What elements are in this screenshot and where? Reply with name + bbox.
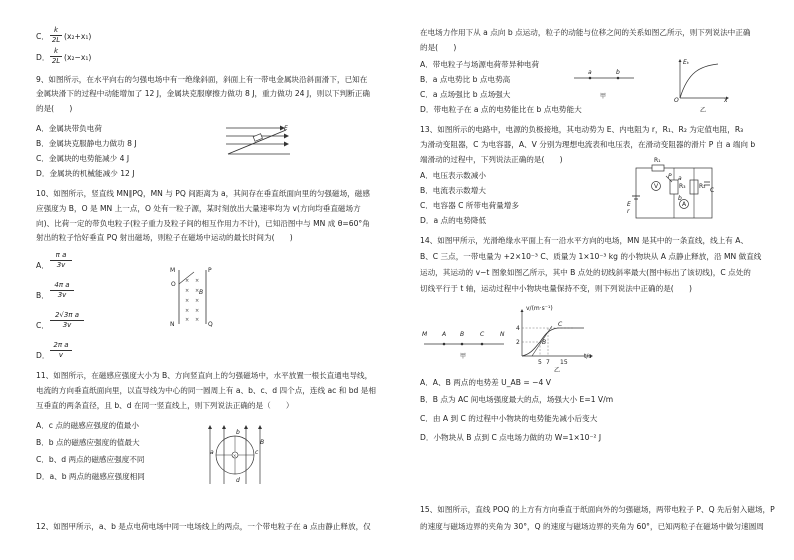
q14-option-a: A．A、B 两点的电势差 U_AB = −4 V [420, 378, 551, 387]
q8-option-d-label: D． [36, 53, 50, 62]
q11-label-d: d [236, 477, 240, 484]
q12-label-b: b [616, 69, 620, 76]
q12-option-d: D．带电粒子在 a 点的电势能比在 b 点电势能大 [420, 105, 582, 114]
q14-option-d: D．小物块从 B 点到 C 点电场力做的功 W=1×10⁻² J [420, 433, 602, 442]
q13-option-b: B．电流表示数增大 [420, 186, 486, 195]
q11-label-b-point: b [236, 429, 240, 436]
q10-label-n: N [170, 321, 175, 328]
q14-label-t1: 5 [538, 359, 542, 366]
q9-field-label: E [284, 125, 288, 132]
q13-label-p: P [668, 173, 672, 180]
q12-label-jia: 甲 [600, 93, 607, 100]
q9-option-c: C．金属块的电势能减少 4 J [36, 154, 130, 163]
q10-magnetic-field-figure [170, 266, 214, 328]
q13-stem-line: 为滑动变阻器，C 为电容器，A、V 分别为理想电流表和电压表，在滑动变阻器的滑片 P 自 a 端向 b [420, 140, 756, 149]
q9-option-a: A．金属块带负电荷 [36, 124, 102, 133]
q10-stem-line: 10、如图所示，竖直线 MN∥PQ，MN 与 PQ 间距离为 a，其间存在垂直纸面向里的匀强磁场，磁感 [36, 189, 370, 198]
q10-option-b-label: B． [36, 291, 49, 300]
q13-circuit-figure [626, 157, 718, 224]
q13-label-r3: R₃ [679, 183, 686, 190]
q13-label-r: r [627, 208, 630, 215]
q12-label-o: O [674, 97, 679, 104]
q12-label-a: a [588, 69, 592, 76]
svg-text:×: × [195, 317, 200, 323]
q11-wire-figure [202, 424, 266, 486]
q14-stem-line: B、C 三点，一带电量为 +2×10⁻³ C、质量为 1×10⁻³ kg 的小物块从 A 点静止释放，沿 MN 做直线 [420, 252, 762, 261]
q12-stem-line: 在电场力作用下从 a 点向 b 点运动，粒子的动能与位移之间的关系如图乙所示，则下列说法中正确 [420, 28, 751, 37]
q14-stem-line: 14、如图甲所示，光滑绝缘水平面上有一沿水平方向的电场，MN 是其中的一条直线，线上有 A、 [420, 236, 749, 245]
q13-option-a: A．电压表示数减小 [420, 171, 486, 180]
q10-label-p: P [208, 267, 212, 274]
q14-option-b: B．B 点为 AC 间电场强度最大的点，场强大小 E=1 V/m [420, 395, 614, 404]
q11-label-c: c [255, 449, 259, 456]
q14-vt-graph-figure [514, 305, 596, 374]
q14-label-v2: 2 [516, 339, 520, 346]
q14-label-b: B [460, 331, 465, 338]
q14-line-figure [422, 331, 506, 360]
q13-label-r2: R₂ [699, 183, 706, 190]
q13-label-e: E [627, 201, 631, 208]
q12-energy-graph-figure [674, 58, 730, 114]
q10-option-a-fraction: π a 3v [50, 252, 72, 269]
q12-label-ek: Eₖ [683, 59, 690, 66]
q14-stem-line: 切线平行于 t 轴，运动过程中小物块电量保持不变，则下列说法中正确的是( ) [420, 284, 692, 293]
q12-field-line-figure [572, 69, 636, 100]
q10-option-c-fraction: 2√3π a 3v [50, 312, 84, 329]
q10-option-c-label: C． [36, 321, 49, 330]
q13-label-a-meter: A [682, 201, 687, 208]
q8-option-d-tail: (x₂−x₁) [64, 53, 92, 62]
q14-stem-line: 运动，其运动的 v−t 图象如图乙所示，其中 B 点处的切线斜率最大(图中标出了该切线)，C 点处的 [420, 268, 751, 277]
q10-label-o: O [171, 281, 176, 288]
q10-option-a-label: A． [36, 261, 49, 270]
q13-stem-line: 端滑动的过程中，下列说法正确的是( ) [420, 155, 563, 164]
q11-stem-line: 电流的方向垂直纸面向里，以直导线为中心的同一圆周上有 a、b、c、d 四个点，连线 ac 和 bd 是相 [36, 386, 376, 395]
q13-stem-line: 13、如图所示的电路中，电源的负极接地，其电动势为 E、内电阻为 r，R₁、R₂ 为定值电阻，R₃ [420, 125, 744, 134]
q9-incline-figure [224, 124, 292, 158]
q10-option-d-label: D． [36, 351, 50, 360]
svg-text:×: × [195, 278, 200, 284]
q14-label-c: C [480, 331, 485, 338]
q11-label-a: a [210, 449, 214, 456]
q14-option-c: C．由 A 到 C 的过程中小物块的电势能先减小后变大 [420, 414, 598, 423]
q13-label-b-end: b [678, 195, 682, 202]
q8-option-c-tail: (x₂+x₁) [64, 32, 92, 41]
q10-stem-line: 应强度为 B，O 是 MN 上一点，O 处有一粒子源，某时刻放出大量速率均为 v(方向均垂直磁场方 [36, 204, 361, 213]
svg-text:×: × [195, 308, 200, 314]
q10-label-b: B [199, 289, 204, 296]
q11-option-b: B．b 点的磁感应强度的值最大 [36, 438, 140, 447]
q11-option-d: D．a、b 两点的磁感应强度相同 [36, 472, 145, 481]
q13-label-r1: R₁ [654, 157, 661, 164]
q14-label-t3: 15 [560, 359, 568, 366]
q14-label-yi: 乙 [554, 367, 561, 374]
q8-option-c-fraction: k 2L [51, 26, 61, 44]
svg-text:×: × [185, 317, 190, 323]
q13-label-a-end: a [678, 175, 682, 182]
q9-stem-line: 的是( ) [36, 104, 73, 113]
q11-label-field: B [260, 439, 265, 446]
q11-stem-line: 11、如图所示，在磁感应强度大小为 B、方向竖直向上的匀强磁场中，水平放置一根长直通电导线， [36, 371, 373, 380]
q11-option-c: C．b、d 两点的磁感应强度不同 [36, 455, 145, 464]
q8-option-c-label: C． [36, 32, 49, 41]
svg-text:×: × [195, 288, 200, 294]
q12-label-x: x [724, 97, 728, 104]
q12-option-a: A．带电粒子与场源电荷带异种电荷 [420, 60, 540, 69]
q12-stem-line: 12、如图甲所示，a、b 是点电荷电场中同一电场线上的两点，一个带电粒子在 a 点由静止释放，仅 [36, 522, 371, 531]
svg-text:×: × [185, 278, 190, 284]
q14-label-v-axis: v/(m·s⁻¹) [526, 305, 553, 312]
q15-stem-line: 15、如图所示，直线 POQ 的上方有方向垂直于纸面向外的匀强磁场，两带电粒子 P、Q 先后射入磁场，P [420, 505, 775, 514]
q13-option-d: D．a 点的电势降低 [420, 216, 487, 225]
q13-label-v: V [654, 183, 659, 190]
svg-text:×: × [233, 453, 237, 458]
q14-label-a: A [442, 331, 447, 338]
q14-label-m: M [422, 331, 428, 338]
svg-text:×: × [185, 288, 190, 294]
q10-label-m: M [170, 267, 176, 274]
q12-label-yi: 乙 [700, 107, 707, 114]
q14-label-v1: 4 [516, 325, 520, 332]
q9-option-b: B．金属块克服静电力做功 8 J [36, 139, 137, 148]
q14-label-c-point: C [558, 321, 563, 328]
q10-option-d-fraction: 2π a v [50, 342, 72, 359]
q9-stem-line: 9、如图所示，在水平向右的匀强电场中有一绝缘斜面，斜面上有一带电金属块沿斜面滑下，已知在 [36, 75, 368, 84]
q15-stem-line: 的速度与磁场边界的夹角为 30°，Q 的速度与磁场边界的夹角为 60°，已知两粒子在磁场中做匀速圆周 [420, 522, 764, 531]
q14-label-jia: 甲 [460, 353, 467, 360]
q9-option-d: D．金属块的机械能减少 12 J [36, 169, 135, 178]
q10-stem-line: 向)、比荷一定的带负电粒子(粒子重力及粒子间的相互作用力不计)，已知沿图中与 MN 成 θ=60°角 [36, 219, 370, 228]
q13-label-c: C [710, 187, 715, 194]
q12-option-b: B．a 点电势比 b 点电势高 [420, 75, 511, 84]
q14-label-t2: 7 [546, 359, 550, 366]
q11-stem-line: 互垂直的两条直径，且 b、d 在同一竖直线上，则下列说法正确的是（ ） [36, 401, 294, 410]
q13-option-c: C．电容器 C 所带电荷量增多 [420, 201, 519, 210]
q10-label-q: Q [208, 321, 213, 328]
q10-stem-line: 射出的粒子恰好垂直 PQ 射出磁场，则粒子在磁场中运动的最长时间为( ) [36, 233, 293, 242]
svg-text:×: × [185, 308, 190, 314]
q9-stem-line: 金属块滑下的过程中动能增加了 12 J，金属块克服摩擦力做功 8 J，重力做功 24 J，则以下判断正确 [36, 89, 370, 98]
q12-stem-line: 的是( ) [420, 43, 457, 52]
q14-label-n: N [500, 331, 505, 338]
q14-label-b-point: B [542, 339, 547, 346]
svg-text:×: × [195, 298, 200, 304]
q14-label-t-axis: t/s [584, 353, 592, 360]
q11-option-a: A．c 点的磁感应强度的值最小 [36, 421, 139, 430]
svg-text:×: × [185, 298, 190, 304]
q8-option-d-fraction: k 2L [51, 47, 61, 65]
q12-option-c: C．a 点场强比 b 点场强大 [420, 90, 511, 99]
q10-option-b-fraction: 4π a 3v [50, 282, 74, 299]
